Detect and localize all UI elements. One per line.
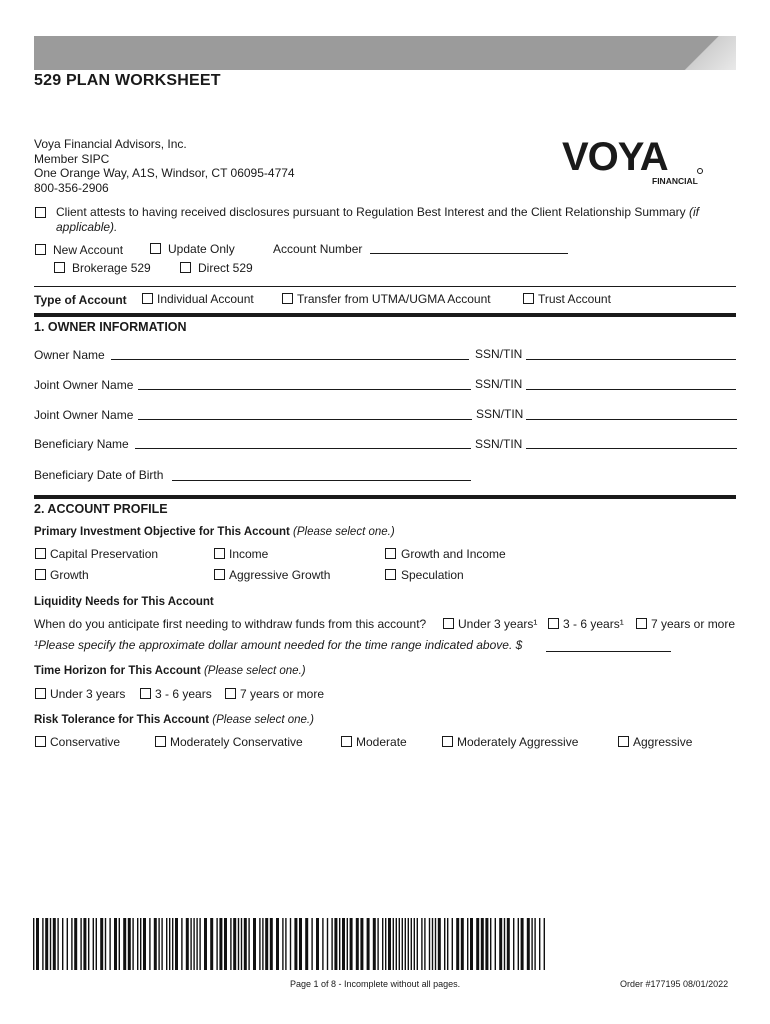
banner-fold (676, 36, 736, 70)
barcode-bar (190, 918, 191, 970)
barcode-bar (80, 918, 81, 970)
barcode-bar (193, 918, 194, 970)
barcode-bar (172, 918, 173, 970)
barcode-bar (33, 918, 34, 970)
direct-529-label: Direct 529 (198, 261, 253, 275)
risk-label: Risk Tolerance for This Account (34, 714, 210, 726)
capital-preservation-label: Capital Preservation (50, 547, 159, 561)
barcode-bar (527, 918, 530, 970)
registered-mark-icon (698, 169, 703, 174)
barcode-bar (382, 918, 383, 970)
barcode-bar (521, 918, 524, 970)
liquidity-heading: Liquidity Needs for This Account (34, 596, 214, 608)
barcode-bar (166, 918, 167, 970)
joint-owner-2-ssn-field[interactable] (526, 419, 737, 420)
barcode-bar (238, 918, 239, 970)
aggressive-growth-label: Aggressive Growth (229, 568, 331, 582)
barcode-bar (230, 918, 231, 970)
barcode-bar (62, 918, 63, 970)
attest-text: Client attests to having received disclosures pursuant to Regulation Best Interest and the Client Relationship Summary (56, 205, 686, 219)
owner-name-label: Owner Name (34, 348, 105, 362)
joint-owner-2-label: Joint Owner Name (34, 408, 134, 422)
aggressive-label: Aggressive (633, 735, 693, 749)
barcode-bar (175, 918, 178, 970)
barcode-bar (438, 918, 441, 970)
beneficiary-ssn-label: SSN/TIN (475, 437, 523, 451)
liquidity-3-6-label: 3 - 6 years¹ (563, 617, 624, 631)
barcode-bar (495, 918, 496, 970)
horizon-under-3-checkbox[interactable] (35, 688, 46, 699)
barcode-bar (137, 918, 138, 970)
page-title: 529 PLAN WORKSHEET (34, 72, 221, 89)
barcode-bar (158, 918, 159, 970)
barcode-bar (481, 918, 484, 970)
barcode-bar (377, 918, 378, 970)
barcode-bar (334, 918, 337, 970)
growth-checkbox[interactable] (35, 569, 46, 580)
income-checkbox[interactable] (214, 548, 225, 559)
section-2-rule (34, 495, 736, 499)
barcode-bar (396, 918, 397, 970)
joint-owner-1-ssn-field[interactable] (526, 389, 736, 390)
aggressive-growth-checkbox[interactable] (214, 569, 225, 580)
barcode-bar (470, 918, 473, 970)
speculation-label: Speculation (401, 568, 464, 582)
direct-529-checkbox[interactable] (180, 262, 191, 273)
barcode-bar (531, 918, 532, 970)
transfer-label: Transfer from UTMA/UGMA Account (297, 292, 491, 306)
moderate-label: Moderate (356, 735, 407, 749)
barcode-bar (204, 918, 207, 970)
barcode-bar (322, 918, 323, 970)
barcode-bar (507, 918, 510, 970)
barcode-bar (373, 918, 376, 970)
barcode-bar (105, 918, 106, 970)
barcode-bar (399, 918, 400, 970)
horizon-select-one: (Please select one.) (203, 665, 306, 677)
liquidity-under-3-label: Under 3 years¹ (458, 617, 538, 631)
barcode-bar (53, 918, 56, 970)
update-only-checkbox[interactable] (150, 243, 161, 254)
barcode-bar (356, 918, 359, 970)
liquidity-7-plus-checkbox[interactable] (636, 618, 647, 629)
barcode-bar (100, 918, 103, 970)
barcode-bar (299, 918, 302, 970)
trust-account-checkbox[interactable] (523, 293, 534, 304)
barcode-bar (342, 918, 345, 970)
barcode-bar (417, 918, 418, 970)
barcode-bar (282, 918, 283, 970)
beneficiary-name-label: Beneficiary Name (34, 437, 129, 451)
barcode-bar (67, 918, 68, 970)
barcode-bar (316, 918, 319, 970)
barcode-bar (161, 918, 162, 970)
barcode-bar (219, 918, 222, 970)
horizon-label: Time Horizon for This Account (34, 665, 201, 677)
order-number: Order #177195 08/01/2022 (620, 979, 729, 989)
risk-select-one: (Please select one.) (212, 714, 314, 726)
barcode-bar (114, 918, 117, 970)
barcode-bar (265, 918, 268, 970)
barcode-image (33, 918, 547, 970)
horizon-7-plus-label: 7 years or more (240, 687, 325, 701)
header-banner (34, 36, 736, 70)
income-label: Income (229, 547, 269, 561)
company-phone: 800-356-2906 (34, 180, 109, 195)
barcode-bar (186, 918, 189, 970)
attest-line-1 (56, 205, 699, 219)
risk-heading (34, 714, 314, 726)
barcode-bar (241, 918, 242, 970)
beneficiary-ssn-field[interactable] (526, 448, 737, 449)
barcode-bar (456, 918, 459, 970)
page-number: Page 1 of 8 - Incomplete without all pages. (290, 979, 461, 989)
barcode-bar (270, 918, 273, 970)
barcode-bar (74, 918, 77, 970)
objective-select-one: (Please select one.) (293, 526, 395, 538)
barcode-bar (224, 918, 227, 970)
barcode-bar (408, 918, 409, 970)
section-1-rule (34, 313, 736, 317)
joint-owner-1-field[interactable] (138, 389, 471, 390)
barcode-bar (411, 918, 412, 970)
capital-preservation-checkbox[interactable] (35, 548, 46, 559)
barcode-bar (311, 918, 312, 970)
growth-and-income-checkbox[interactable] (385, 548, 396, 559)
barcode-bar (36, 918, 39, 970)
joint-owner-2-ssn-label: SSN/TIN (476, 407, 524, 421)
barcode-bar (331, 918, 332, 970)
account-number-field[interactable] (370, 253, 568, 254)
barcode-bar (93, 918, 94, 970)
transfer-checkbox[interactable] (282, 293, 293, 304)
barcode-bar (143, 918, 146, 970)
barcode-bar (360, 918, 363, 970)
barcode-bar (327, 918, 328, 970)
owner-ssn-label: SSN/TIN (475, 347, 523, 361)
account-number-label: Account Number (273, 242, 363, 256)
barcode-bar (132, 918, 133, 970)
barcode-bar (424, 918, 425, 970)
barcode-bar (402, 918, 403, 970)
barcode-bar (518, 918, 519, 970)
joint-owner-2-field[interactable] (138, 419, 472, 420)
beneficiary-dob-field[interactable] (172, 480, 471, 481)
liquidity-under-3-checkbox[interactable] (443, 618, 454, 629)
objective-label: Primary Investment Objective for This Account (34, 526, 290, 538)
barcode-bar (57, 918, 58, 970)
conservative-checkbox[interactable] (35, 736, 46, 747)
barcode-bar (490, 918, 491, 970)
barcode-bar (393, 918, 394, 970)
barcode-bar (294, 918, 297, 970)
barcode-bar (119, 918, 120, 970)
growth-label: Growth (50, 568, 89, 582)
barcode-bar (181, 918, 182, 970)
barcode-bar (50, 918, 51, 970)
liquidity-specify: ¹Please specify the approximate dollar amount needed for the time range indicated above. $ (34, 638, 523, 652)
barcode-bar (444, 918, 445, 970)
attest-line-2: applicable). (56, 220, 118, 234)
barcode-bar (539, 918, 540, 970)
horizon-heading (34, 665, 306, 677)
barcode-bar (339, 918, 340, 970)
objective-heading (34, 526, 395, 538)
barcode-bar (452, 918, 453, 970)
barcode-bar (499, 918, 502, 970)
moderately-conservative-checkbox[interactable] (155, 736, 166, 747)
trust-account-label: Trust Account (538, 292, 611, 306)
owner-ssn-field[interactable] (526, 359, 736, 360)
beneficiary-name-field[interactable] (135, 448, 471, 449)
barcode-bar (485, 918, 488, 970)
barcode-bar (513, 918, 514, 970)
horizon-7-plus-checkbox[interactable] (225, 688, 236, 699)
barcode-bar (210, 918, 213, 970)
barcode-bar (347, 918, 348, 970)
new-account-label: New Account (53, 243, 124, 257)
barcode-bar (123, 918, 126, 970)
type-of-account-label: Type of Account (34, 293, 127, 307)
company-sipc: Member SIPC (34, 151, 110, 166)
barcode-bar (42, 918, 43, 970)
aggressive-checkbox[interactable] (618, 736, 629, 747)
barcode-bar (259, 918, 260, 970)
liquidity-question: When do you anticipate first needing to withdraw funds from this account? (34, 617, 427, 631)
barcode-bar (414, 918, 415, 970)
barcode-bar (290, 918, 291, 970)
barcode-bar (248, 918, 249, 970)
barcode-bar (199, 918, 200, 970)
barcode-bar (140, 918, 141, 970)
growth-and-income-label: Growth and Income (401, 547, 506, 561)
owner-name-field[interactable] (111, 359, 469, 360)
barcode-bar (405, 918, 406, 970)
individual-account-label: Individual Account (157, 292, 254, 306)
company-name: Voya Financial Advisors, Inc. (34, 137, 187, 151)
brokerage-529-label: Brokerage 529 (72, 261, 151, 275)
barcode-bar (544, 918, 545, 970)
liquidity-amount-field[interactable] (546, 651, 671, 652)
moderately-aggressive-checkbox[interactable] (442, 736, 453, 747)
barcode-bar (285, 918, 286, 970)
barcode-bar (432, 918, 433, 970)
barcode-bar (476, 918, 479, 970)
barcode-bar (429, 918, 430, 970)
barcode-bar (45, 918, 48, 970)
barcode-bar (276, 918, 279, 970)
conservative-label: Conservative (50, 735, 121, 749)
barcode-bar (350, 918, 353, 970)
barcode-bar (149, 918, 150, 970)
moderately-aggressive-label: Moderately Aggressive (457, 735, 579, 749)
moderate-checkbox[interactable] (341, 736, 352, 747)
barcode-bar (109, 918, 110, 970)
barcode-bar (71, 918, 72, 970)
barcode-bar (388, 918, 391, 970)
barcode-bar (534, 918, 535, 970)
voya-logo (560, 136, 708, 188)
barcode-bar (244, 918, 247, 970)
barcode-bar (385, 918, 386, 970)
barcode-bar (504, 918, 505, 970)
new-account-checkbox[interactable] (35, 244, 46, 255)
barcode-bar (216, 918, 217, 970)
company-address (34, 137, 295, 195)
section-1-heading: 1. OWNER INFORMATION (34, 320, 187, 334)
liquidity-3-6-checkbox[interactable] (548, 618, 559, 629)
update-only-label: Update Only (168, 242, 235, 256)
barcode-bar (169, 918, 170, 970)
barcode-bar (233, 918, 236, 970)
divider (34, 286, 736, 287)
barcode-bar (83, 918, 86, 970)
joint-owner-1-label: Joint Owner Name (34, 378, 134, 392)
beneficiary-dob-label: Beneficiary Date of Birth (34, 468, 164, 482)
individual-account-checkbox[interactable] (142, 293, 153, 304)
barcode-bar (467, 918, 468, 970)
liquidity-7-plus-label: 7 years or more (651, 617, 736, 631)
horizon-3-6-label: 3 - 6 years (155, 687, 212, 701)
horizon-3-6-checkbox[interactable] (140, 688, 151, 699)
barcode-bar (262, 918, 263, 970)
brokerage-529-checkbox[interactable] (54, 262, 65, 273)
barcode-bar (154, 918, 157, 970)
barcode-bar (253, 918, 256, 970)
joint-owner-1-ssn-label: SSN/TIN (475, 377, 523, 391)
barcode-bar (435, 918, 436, 970)
speculation-checkbox[interactable] (385, 569, 396, 580)
barcode-bar (367, 918, 370, 970)
barcode-bar (447, 918, 448, 970)
logo-subtext: FINANCIAL (652, 176, 698, 186)
logo-wordmark: VOYA (562, 136, 668, 179)
barcode-bar (88, 918, 89, 970)
barcode-bar (196, 918, 197, 970)
barcode-bar (461, 918, 464, 970)
attest-checkbox[interactable] (35, 207, 46, 218)
barcode-bar (96, 918, 97, 970)
barcode-bar (128, 918, 131, 970)
section-2-heading: 2. ACCOUNT PROFILE (34, 502, 168, 516)
moderately-conservative-label: Moderately Conservative (170, 735, 303, 749)
barcode-bar (421, 918, 422, 970)
company-street: One Orange Way, A1S, Windsor, CT 06095-4774 (34, 166, 295, 180)
attest-italic: (if (689, 205, 700, 219)
barcode-bar (305, 918, 308, 970)
horizon-under-3-label: Under 3 years (50, 687, 126, 701)
